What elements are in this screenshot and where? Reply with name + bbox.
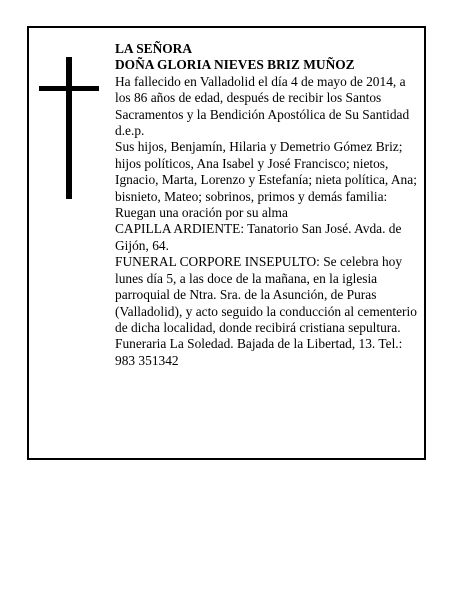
cross-horizontal-bar [39,86,99,91]
notice-text [115,41,417,369]
notice-intro: LA SEÑORA [115,41,193,56]
obituary-notice [27,26,426,460]
prayer-request: Ruegan una oración por su alma [115,205,288,221]
rip-abbreviation: d.e.p. [115,123,145,139]
funeral-home-info: Funeraria La Soledad. Bajada de la Libertad, 13. Tel.: 983 351342 [115,336,403,368]
deceased-name: DOÑA GLORIA NIEVES BRIZ MUÑOZ [115,57,355,73]
cross-vertical-bar [66,57,72,199]
cross-icon [39,57,99,199]
family-list: Sus hijos, Benjamín, Hilaria y Demetrio Gómez Briz; hijos políticos, Ana Isabel y José Francisco; nietos, Ignacio, Marta, Lorenzo y Estefanía; nieta política, Ana; bisnieto, Mateo; sobrinos, primos y demás familia: [115,139,417,204]
death-announcement: Ha fallecido en Valladolid el día 4 de mayo de 2014, a los 86 años de edad, después de recibir los Santos Sacramentos y la Bendición Apostólica de Su Santidad [115,73,410,122]
funeral-info: FUNERAL CORPORE INSEPULTO: Se celebra hoy lunes día 5, a las doce de la mañana, en la iglesia parroquial de Ntra. Sra. de la Asunción, de Puras (Valladolid), y acto seguido la conducción al cementerio de dicha localidad, donde recibirá cristiana sepultura. [115,254,417,335]
chapel-info: CAPILLA ARDIENTE: Tanatorio San José. Avda. de Gijón, 64. [115,221,402,253]
